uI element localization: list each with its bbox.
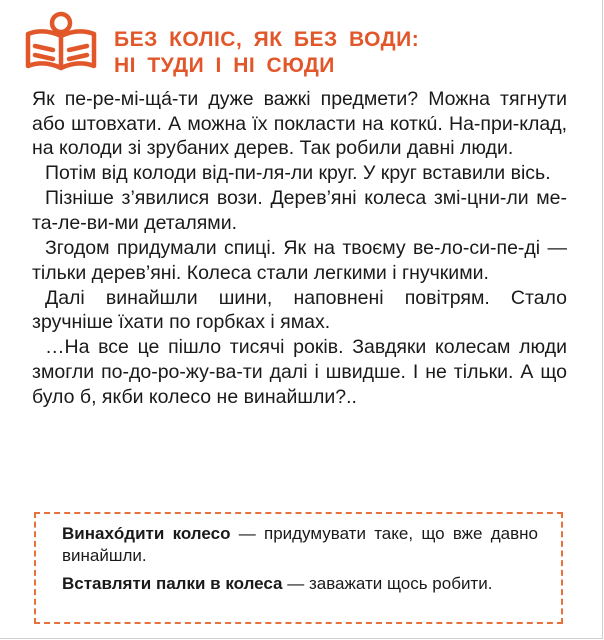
idiom-term: Винахóдити колесо: [62, 524, 231, 543]
paragraph: Пізніше з’явилися вози. Дерев’яні колеса змі-цни-ли ме-та-ле-ви-ми деталями.: [32, 187, 567, 234]
idiom-definition: — заважати щось робити.: [282, 574, 493, 593]
reading-child-icon: [22, 10, 100, 72]
paragraph: Як пе-ре-мі-щá-ти дуже важкі предмети? Можна тягнути або штовхати. А можна їх покласти на коткú. На-при-клад, на колоди зі зрубаних дерев. Так робили давні люди.: [32, 88, 567, 160]
idiom-definition: — придумувати таке, що вже давно винайшли.: [62, 524, 539, 565]
paragraph: Потім від колоди від-пи-ля-ли круг. У круг вставили вісь.: [45, 162, 551, 185]
idiom-note: [62, 523, 538, 567]
idiom-term: Вставляти палки в колеса: [62, 574, 283, 593]
paragraph: Далі винайшли шини, наповнені повітрям. Стало зручніше їхати по горбках і ямах.: [32, 286, 567, 334]
paragraph: …На все це пішло тисячі років. Завдяки колесам люди змогли по-до-ро-жу-ва-ти далі і швидше. І не тільки. А що було б, якби колесо не винайшли?..: [32, 336, 567, 408]
idioms-box: [34, 512, 563, 624]
section-header: [22, 10, 582, 77]
story-text: [32, 87, 567, 410]
title-line-1: БЕЗ КОЛІС, ЯК БЕЗ ВОДИ:: [114, 28, 420, 51]
title-line-2: НІ ТУДИ І НІ СЮДИ: [114, 54, 335, 77]
idiom-note: [62, 573, 538, 595]
page-title: [114, 27, 419, 79]
paragraph: Згодом придумали спиці. Як на твоєму ве-ло-си-пе-ді — тільки дерев’яні. Колеса стали легкими і гнучкими.: [32, 237, 567, 284]
